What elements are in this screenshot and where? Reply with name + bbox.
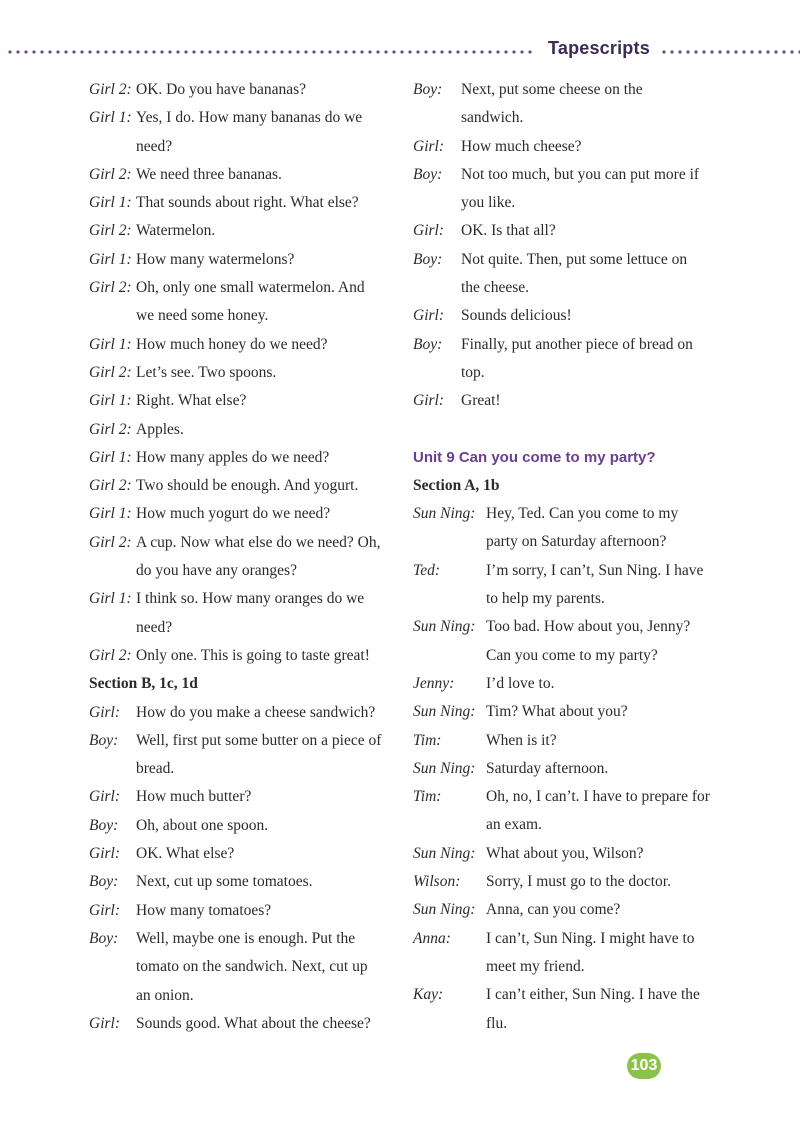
dialogue-line: [89, 982, 399, 1010]
dialogue-line: [413, 840, 733, 868]
speaker-label: Girl 1:: [89, 335, 132, 353]
dialogue-line: [413, 246, 733, 274]
dialogue-line: [89, 529, 399, 557]
dialogue-line: [413, 331, 733, 359]
dialogue-line: [89, 557, 399, 585]
line-text: How much honey do we need?: [136, 335, 328, 353]
line-text: party on Saturday afternoon?: [486, 533, 667, 551]
dialogue-line: [413, 642, 733, 670]
speaker-label: Girl 1:: [89, 448, 132, 466]
speaker-label: [413, 953, 486, 981]
dialogue-line: [413, 528, 733, 556]
line-text: Saturday afternoon.: [486, 759, 609, 777]
dialogue-line: [89, 840, 399, 868]
line-text: Apples.: [136, 420, 184, 438]
line-text: We need three bananas.: [136, 165, 282, 183]
speaker-label: Girl 2:: [89, 279, 132, 297]
dialogue-line: [413, 925, 733, 953]
line-text: I’m sorry, I can’t, Sun Ning. I have: [486, 561, 704, 579]
line-text: do you have any oranges?: [136, 562, 297, 580]
dotted-rule-left: [6, 50, 536, 54]
speaker-label: Wilson:: [413, 873, 461, 891]
dialogue-line: [413, 274, 733, 302]
speaker-label: Boy:: [413, 165, 443, 183]
speaker-label: Girl 2:: [89, 165, 132, 183]
line-text: That sounds about right. What else?: [136, 194, 359, 212]
dialogue-line: [413, 670, 733, 698]
speaker-label: Ted:: [413, 561, 440, 579]
line-text: an onion.: [136, 986, 194, 1004]
dialogue-line: [89, 868, 399, 896]
line-text: How many watermelons?: [136, 250, 295, 268]
speaker-label: [89, 614, 136, 642]
line-text: How much yogurt do we need?: [136, 505, 331, 523]
line-text: Let’s see. Two spoons.: [136, 363, 277, 381]
speaker-label: Girl 1:: [89, 392, 132, 410]
dialogue-line: [413, 133, 733, 161]
speaker-label: Girl 2:: [89, 363, 132, 381]
dialogue-party-invitation: [413, 500, 733, 1038]
dialogue-line: [89, 274, 399, 302]
line-text: flu.: [486, 1014, 508, 1032]
dialogue-line: [413, 868, 733, 896]
line-text: Oh, no, I can’t. I have to prepare for: [486, 788, 710, 806]
speaker-label: [413, 811, 486, 839]
line-text: Can you come to my party?: [486, 646, 658, 664]
dialogue-line: [89, 387, 399, 415]
speaker-label: Boy:: [89, 929, 119, 947]
speaker-label: Sun Ning:: [413, 901, 476, 919]
unit-heading: Unit 9 Can you come to my party?: [413, 448, 656, 466]
speaker-label: Boy:: [413, 250, 443, 268]
line-text: Next, put some cheese on the: [461, 81, 643, 98]
line-text: tomato on the sandwich. Next, cut up: [136, 958, 368, 976]
line-text: Only one. This is going to taste great!: [136, 646, 370, 664]
line-text: A cup. Now what else do we need? Oh,: [136, 533, 381, 551]
dialogue-line: [89, 472, 399, 500]
dialogue-line: [89, 755, 399, 783]
dialogue-line: [89, 416, 399, 444]
dialogue-line: [413, 755, 733, 783]
speaker-label: [89, 133, 136, 161]
line-text: Yes, I do. How many bananas do we: [136, 109, 363, 127]
line-text: Oh, about one spoon.: [136, 816, 269, 834]
speaker-label: Kay:: [413, 986, 444, 1004]
dialogue-line: [413, 104, 733, 132]
dialogue-line: [89, 783, 399, 811]
line-text: Two should be enough. And yogurt.: [136, 477, 359, 495]
dialogue-line: [413, 811, 733, 839]
speaker-label: Sun Ning:: [413, 703, 476, 721]
speaker-label: Girl 1:: [89, 250, 132, 268]
dialogue-cheese-sandwich-cont: [413, 76, 733, 416]
speaker-label: [413, 359, 461, 387]
dialogue-line: [89, 331, 399, 359]
line-text: you like.: [461, 194, 516, 212]
dialogue-line: [89, 953, 399, 981]
line-text: top.: [461, 363, 485, 381]
line-text: meet my friend.: [486, 957, 585, 975]
speaker-label: [89, 755, 136, 783]
dialogue-line: [89, 614, 399, 642]
dialogue-line: [413, 189, 733, 217]
dialogue-line: [413, 896, 733, 924]
dialogue-line: [413, 359, 733, 387]
speaker-label: Girl 2:: [89, 81, 132, 98]
line-text: Sounds good. What about the cheese?: [136, 1014, 371, 1032]
speaker-label: Girl:: [413, 392, 444, 410]
speaker-label: [413, 585, 486, 613]
dialogue-line: [413, 302, 733, 330]
speaker-label: Girl 2:: [89, 222, 132, 240]
dialogue-line: [89, 585, 399, 613]
speaker-label: [413, 528, 486, 556]
line-text: How many tomatoes?: [136, 901, 272, 919]
speaker-label: [413, 189, 461, 217]
line-text: OK. Do you have bananas?: [136, 81, 307, 98]
line-text: Not too much, but you can put more if: [461, 165, 700, 183]
line-text: Sounds delicious!: [461, 307, 572, 325]
speaker-label: Sun Ning:: [413, 844, 476, 862]
page-header: [0, 38, 800, 64]
right-column: [413, 76, 733, 1038]
speaker-label: Tim:: [413, 788, 442, 806]
speaker-label: Girl 1:: [89, 194, 132, 212]
speaker-label: Girl 2:: [89, 533, 132, 551]
dialogue-line: [413, 698, 733, 726]
line-text: How much cheese?: [461, 137, 582, 155]
speaker-label: Boy:: [89, 873, 119, 891]
speaker-label: Sun Ning:: [413, 505, 476, 523]
line-text: an exam.: [486, 816, 542, 834]
speaker-label: [89, 982, 136, 1010]
dialogue-line: [413, 585, 733, 613]
speaker-label: [89, 953, 136, 981]
dialogue-line: [413, 387, 733, 415]
page-number-badge: 103: [627, 1053, 661, 1079]
line-text: Not quite. Then, put some lettuce on: [461, 250, 688, 268]
speaker-label: Girl:: [89, 901, 120, 919]
line-text: sandwich.: [461, 109, 524, 127]
speaker-label: Boy:: [89, 816, 119, 834]
line-text: I can’t, Sun Ning. I might have to: [486, 929, 695, 947]
speaker-label: Girl:: [413, 307, 444, 325]
dotted-rule-right: [660, 50, 800, 54]
line-text: Anna, can you come?: [486, 901, 621, 919]
dialogue-line: [89, 500, 399, 528]
dialogue-line: [89, 161, 399, 189]
line-text: How many apples do we need?: [136, 448, 330, 466]
dialogue-line: [89, 1010, 399, 1038]
dialogue-line: [89, 133, 399, 161]
line-text: How do you make a cheese sandwich?: [136, 703, 376, 721]
line-text: When is it?: [486, 731, 557, 749]
dialogue-line: [89, 76, 399, 104]
line-text: need?: [136, 618, 173, 636]
line-text: Finally, put another piece of bread on: [461, 335, 693, 353]
dialogue-line: [413, 727, 733, 755]
dialogue-line: [413, 981, 733, 1009]
dialogue-line: [89, 359, 399, 387]
dialogue-line: [413, 76, 733, 104]
dialogue-line: [413, 783, 733, 811]
line-text: Watermelon.: [136, 222, 216, 240]
line-text: Hey, Ted. Can you come to my: [486, 505, 679, 523]
speaker-label: [89, 302, 136, 330]
line-text: OK. Is that all?: [461, 222, 556, 240]
line-text: Right. What else?: [136, 392, 247, 410]
dialogue-line: [89, 925, 399, 953]
dialogue-line: [89, 897, 399, 925]
speaker-label: Boy:: [413, 81, 443, 98]
dialogue-line: [89, 217, 399, 245]
speaker-label: [89, 557, 136, 585]
line-text: Oh, only one small watermelon. And: [136, 279, 365, 297]
speaker-label: Girl:: [413, 137, 444, 155]
speaker-label: Girl 1:: [89, 590, 132, 608]
line-text: Sorry, I must go to the doctor.: [486, 873, 671, 891]
dialogue-line: [413, 953, 733, 981]
speaker-label: [413, 104, 461, 132]
line-text: I think so. How many oranges do we: [136, 590, 365, 608]
dialogue-line: [89, 727, 399, 755]
speaker-label: Girl 2:: [89, 477, 132, 495]
speaker-label: Tim:: [413, 731, 442, 749]
line-text: How much butter?: [136, 788, 252, 806]
speaker-label: Girl 2:: [89, 420, 132, 438]
dialogue-girls-fruit-salad: [89, 76, 399, 670]
dialogue-line: [89, 699, 399, 727]
line-text: the cheese.: [461, 279, 529, 297]
speaker-label: Girl:: [89, 845, 120, 863]
speaker-label: [413, 642, 486, 670]
speaker-label: Girl:: [89, 1014, 120, 1032]
line-text: to help my parents.: [486, 590, 605, 608]
speaker-label: Sun Ning:: [413, 618, 476, 636]
dialogue-line: [413, 557, 733, 585]
line-text: I can’t either, Sun Ning. I have the: [486, 986, 700, 1004]
dialogue-line: [413, 1010, 733, 1038]
line-text: Well, first put some butter on a piece of: [136, 731, 382, 749]
line-text: Next, cut up some tomatoes.: [136, 873, 313, 891]
speaker-label: Girl:: [89, 703, 120, 721]
dialogue-line: [89, 246, 399, 274]
dialogue-line: [89, 642, 399, 670]
dialogue-line: [89, 104, 399, 132]
line-text: I’d love to.: [486, 674, 555, 692]
header-title: Tapescripts: [548, 38, 650, 58]
dialogue-line: [413, 613, 733, 641]
dialogue-line: [89, 444, 399, 472]
speaker-label: Jenny:: [413, 674, 455, 692]
dialogue-line: [89, 302, 399, 330]
line-text: Too bad. How about you, Jenny?: [486, 618, 691, 636]
line-text: we need some honey.: [136, 307, 269, 325]
line-text: Great!: [461, 392, 501, 410]
section-b-heading: Section B, 1c, 1d: [89, 675, 198, 693]
left-column: [89, 76, 399, 1038]
dialogue-line: [413, 500, 733, 528]
dialogue-line: [89, 189, 399, 217]
dialogue-line: [413, 217, 733, 245]
speaker-label: Boy:: [89, 731, 119, 749]
speaker-label: Girl:: [413, 222, 444, 240]
speaker-label: Anna:: [413, 929, 451, 947]
line-text: Well, maybe one is enough. Put the: [136, 929, 356, 947]
speaker-label: Boy:: [413, 335, 443, 353]
line-text: need?: [136, 137, 173, 155]
speaker-label: [413, 274, 461, 302]
speaker-label: Girl 2:: [89, 646, 132, 664]
line-text: Tim? What about you?: [486, 703, 628, 721]
speaker-label: Sun Ning:: [413, 759, 476, 777]
speaker-label: Girl 1:: [89, 109, 132, 127]
speaker-label: Girl:: [89, 788, 120, 806]
line-text: OK. What else?: [136, 845, 235, 863]
dialogue-cheese-sandwich: [89, 699, 399, 1039]
line-text: bread.: [136, 760, 175, 778]
section-a-heading: Section A, 1b: [413, 476, 500, 494]
speaker-label: [413, 1010, 486, 1038]
dialogue-line: [89, 812, 399, 840]
line-text: What about you, Wilson?: [486, 844, 644, 862]
speaker-label: Girl 1:: [89, 505, 132, 523]
dialogue-line: [413, 161, 733, 189]
